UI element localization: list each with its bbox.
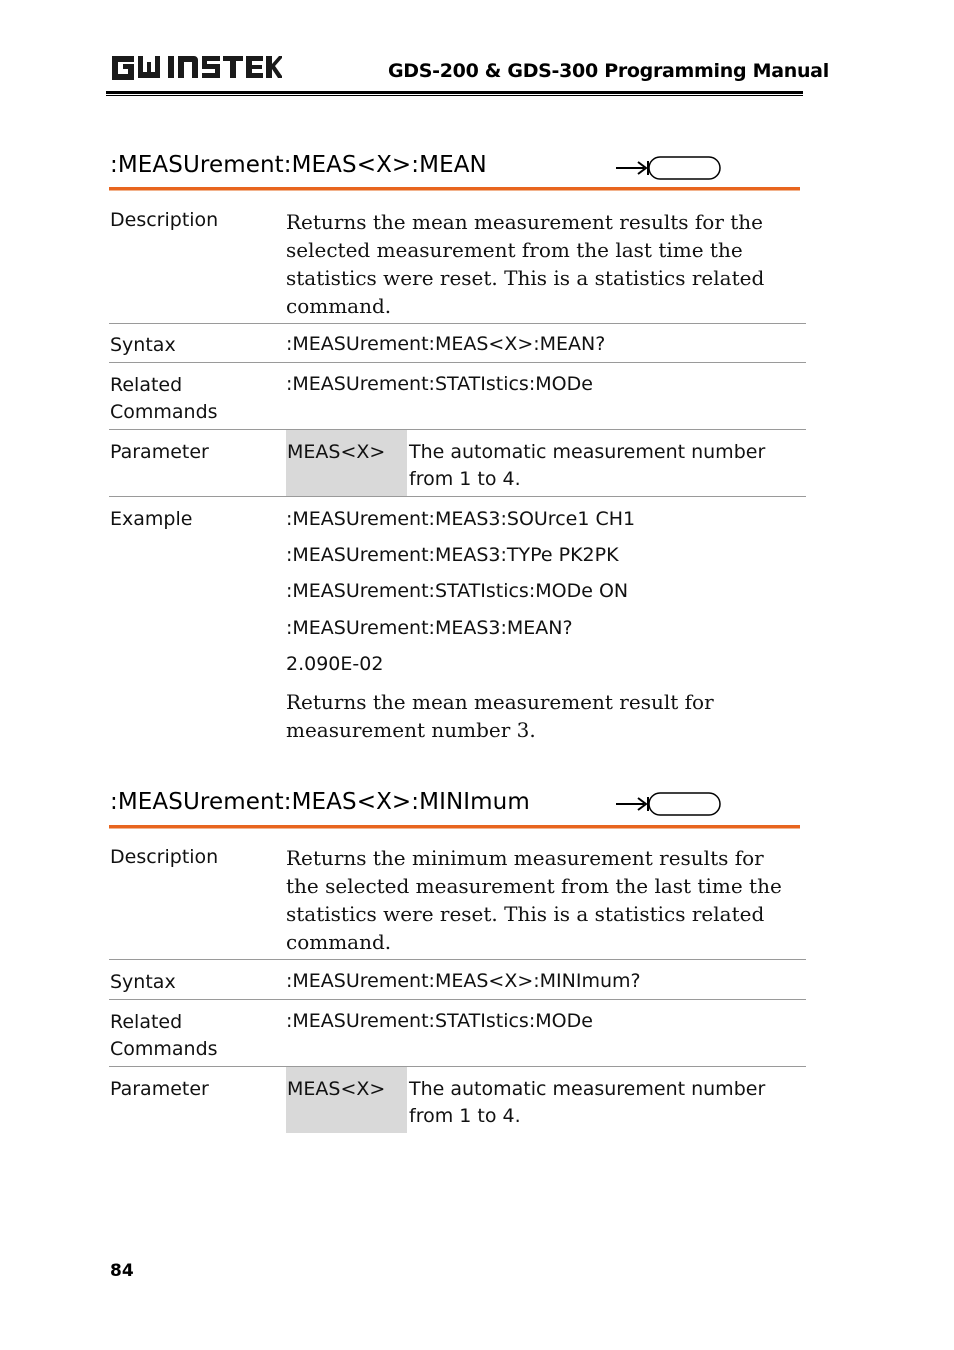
section-title: :MEASUrement:MEAS<X>:MINImum	[110, 789, 530, 815]
header-rule-bottom	[106, 95, 803, 96]
example-label: Example	[110, 508, 193, 530]
row-divider	[109, 362, 806, 363]
parameter-label: Parameter	[110, 1078, 209, 1100]
section-rule	[109, 825, 800, 828]
row-divider	[109, 429, 806, 430]
row-divider	[109, 323, 806, 324]
description-text: Returns the minimum measurement results for the selected measurement from the last time the statistics were reset. This is a statistics related command.	[286, 846, 782, 954]
example-response: 2.090E-02	[286, 653, 384, 675]
parameter-description: The automatic measurement number from 1 to 4.	[409, 441, 766, 490]
example-note: Returns the mean measurement result for measurement number 3.	[286, 690, 714, 742]
parameter-name: MEAS<X>	[287, 441, 386, 463]
example-line: :MEASUrement:MEAS3:MEAN?	[286, 617, 573, 639]
example-line: :MEASUrement:MEAS3:SOUrce1 CH1	[286, 508, 636, 530]
parameter-description: The automatic measurement number from 1 to 4.	[409, 1078, 766, 1127]
related-command: :MEASUrement:STATIstics:MODe	[286, 1010, 593, 1032]
example-line: :MEASUrement:STATIstics:MODe ON	[286, 580, 629, 602]
parameter-name: MEAS<X>	[287, 1078, 386, 1100]
description-text: Returns the mean measurement results for the selected measurement from the last time the statistics were reset. This is a statistics related command.	[286, 210, 765, 318]
related-label-line2: Commands	[110, 401, 218, 423]
section-title: :MEASUrement:MEAS<X>:MEAN	[110, 152, 487, 178]
row-divider	[109, 999, 806, 1000]
related-label-line1: Related	[110, 374, 183, 396]
syntax-label: Syntax	[110, 971, 176, 993]
related-label-line1: Related	[110, 1011, 183, 1033]
parameter-label: Parameter	[110, 441, 209, 463]
query-arrow-icon	[614, 154, 724, 182]
query-arrow-icon	[614, 790, 724, 818]
section-rule	[109, 187, 800, 190]
syntax-label: Syntax	[110, 334, 176, 356]
row-divider	[109, 959, 806, 960]
description-label: Description	[110, 209, 219, 231]
row-divider	[109, 1066, 806, 1067]
related-command: :MEASUrement:STATIstics:MODe	[286, 373, 593, 395]
syntax-text: :MEASUrement:MEAS<X>:MINImum?	[286, 970, 641, 992]
description-label: Description	[110, 846, 219, 868]
gw-instek-logo	[110, 52, 282, 84]
manual-title: GDS-200 & GDS-300 Programming Manual	[388, 60, 829, 82]
syntax-text: :MEASUrement:MEAS<X>:MEAN?	[286, 333, 606, 355]
header-rule-top	[106, 91, 803, 94]
related-label-line2: Commands	[110, 1038, 218, 1060]
page-number: 84	[110, 1261, 134, 1281]
example-line: :MEASUrement:MEAS3:TYPe PK2PK	[286, 544, 619, 566]
row-divider	[109, 496, 806, 497]
